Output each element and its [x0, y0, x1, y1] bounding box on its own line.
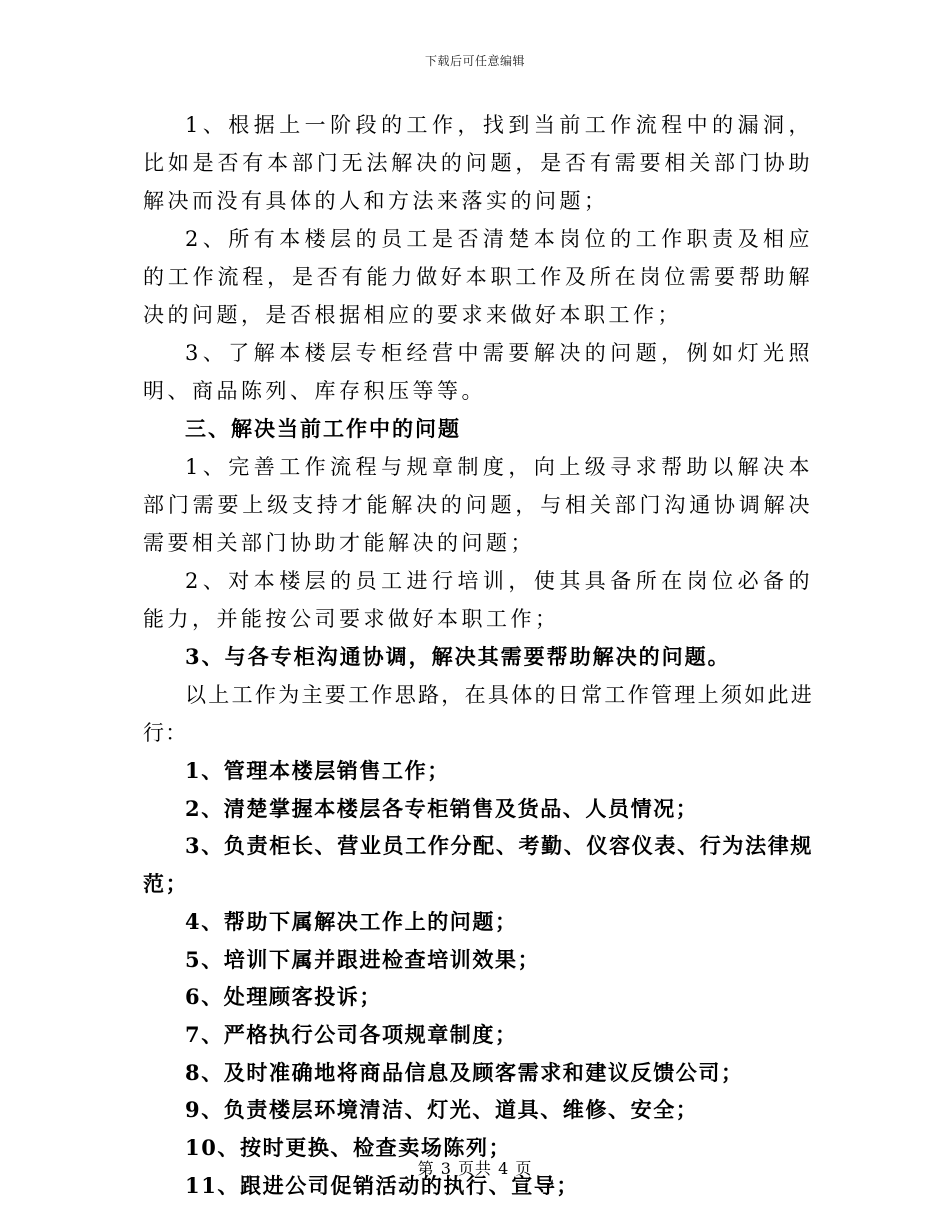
- bold-paragraph: 3、与各专柜沟通协调，解决其需要帮助解决的问题。: [185, 644, 731, 669]
- bold-paragraph: 三、解决当前工作中的问题: [185, 416, 461, 441]
- body-paragraph: 2、所有本楼层的员工是否清楚本岗位的工作职责及相应的工作流程，是否有能力做好本职工作及所在岗位需要帮助解决的问题，是否根据相应的要求来做好本职工作；: [143, 227, 813, 327]
- body-paragraph: 2、对本楼层的员工进行培训，使其具备所在岗位必备的能力，并能按公司要求做好本职工作；: [143, 569, 813, 631]
- body-paragraph: 1、完善工作流程与规章制度，向上级寻求帮助以解决本部门需要上级支持才能解决的问题，与相关部门沟通协调解决需要相关部门协助才能解决的问题；: [143, 455, 813, 555]
- body-paragraph: 以上工作为主要工作思路，在具体的日常工作管理上须如此进行：: [143, 683, 813, 745]
- duty-list-item: 7、严格执行公司各项规章制度；: [185, 1021, 518, 1047]
- body-paragraph: 1、根据上一阶段的工作，找到当前工作流程中的漏洞，比如是否有本部门无法解决的问题，是否有需要相关部门协助解决而没有具体的人和方法来落实的问题；: [143, 113, 813, 213]
- body-paragraph: 3、了解本楼层专柜经营中需要解决的问题，例如灯光照明、商品陈列、库存积压等等。: [143, 341, 813, 403]
- duty-list-item: 8、及时准确地将商品信息及顾客需求和建议反馈公司；: [185, 1059, 744, 1085]
- duty-list-item: 10、按时更换、检查卖场陈列；: [185, 1135, 512, 1161]
- duty-list-item: 2、清楚掌握本楼层各专柜销售及货品、人员情况；: [185, 795, 699, 821]
- duty-list-item: 4、帮助下属解决工作上的问题；: [185, 908, 518, 934]
- document-body: [143, 106, 813, 1204]
- page-header: 下载后可任意编辑: [424, 54, 525, 68]
- duty-list-item: 1、管理本楼层销售工作；: [185, 758, 450, 783]
- duty-list-item: 11、跟进公司促销活动的执行、宣导；: [185, 1172, 580, 1198]
- duty-list-item: 6、处理顾客投诉；: [185, 984, 383, 1010]
- duty-list-item: 5、培训下属并跟进检查培训效果；: [185, 946, 541, 972]
- page-footer: 第 3 页共 4 页: [417, 1159, 533, 1178]
- duty-list-item: 9、负责楼层环境清洁、灯光、道具、维修、安全；: [185, 1097, 699, 1123]
- duty-list-item: 3、负责柜长、营业员工作分配、考勤、仪容仪表、行为法律规范；: [143, 833, 813, 897]
